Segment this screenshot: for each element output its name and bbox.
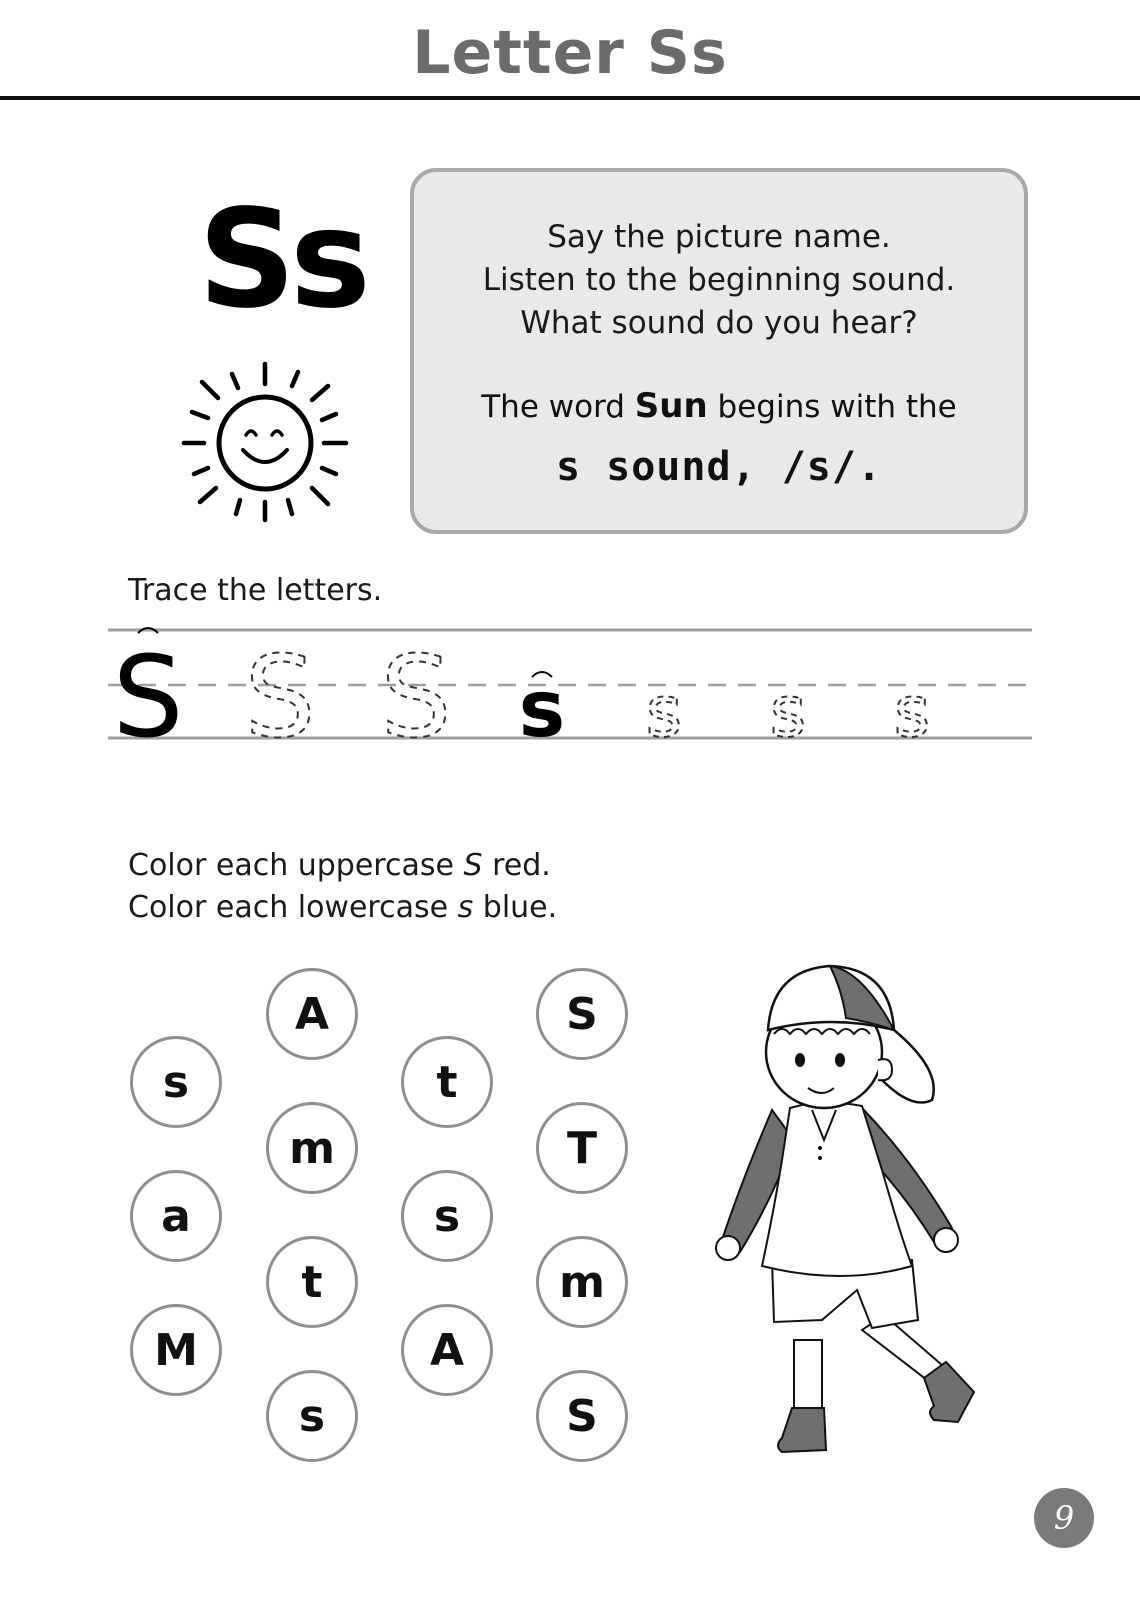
uppercase-trace-letter: S [244,633,316,755]
letter-circle[interactable]: t [401,1036,493,1128]
boy-with-cap-icon [712,960,1002,1480]
color-instruction [128,845,557,929]
keyword: Sun [634,386,708,426]
uppercase-trace-letter: S [380,633,452,755]
featured-letter: Ss [198,181,365,339]
title-divider [0,96,1140,100]
letter-circle[interactable]: m [266,1102,358,1194]
lowercase-trace-letter: s [769,671,807,753]
letter-circle[interactable]: a [130,1170,222,1262]
uppercase-model-letter: S [112,633,184,755]
page-number-badge: 9 [1034,1488,1094,1548]
lowercase-trace-letter: s [645,671,683,753]
instruction-letter: s [457,890,474,925]
letter-circle[interactable]: t [266,1236,358,1328]
instruction-text: red. [482,848,551,883]
lowercase-trace-letter: s [893,671,931,753]
letter-circle[interactable]: m [536,1236,628,1328]
instruction-text: Color each lowercase [128,890,458,925]
tracing-lines [108,625,1032,755]
sun-icon [180,358,350,528]
word-prefix: The word [481,389,635,425]
lowercase-trace-letters [646,671,930,753]
color-instruction-line-1 [128,845,557,887]
page-title: Letter Ss [412,18,728,88]
instruction-letter: S [463,848,483,883]
letter-circle[interactable]: M [130,1304,222,1396]
color-instruction-line-2 [128,887,557,929]
info-line: Say the picture name. [547,219,891,255]
instruction-text: blue. [473,890,558,925]
letter-circle[interactable]: s [266,1370,358,1462]
letter-circle[interactable]: S [536,968,628,1060]
lowercase-model-letter: s [518,665,566,755]
instruction-text: Color each uppercase [128,848,464,883]
trace-instruction: Trace the letters. [128,573,383,608]
word-suffix: begins with the [707,389,957,425]
instruction-box [410,168,1028,534]
sound-line: s sound, /s/. [555,444,883,490]
letter-circle[interactable]: T [536,1102,628,1194]
letter-circle[interactable]: A [401,1304,493,1396]
info-line: Listen to the beginning sound. [482,262,956,298]
letter-circle[interactable]: S [536,1370,628,1462]
letter-circle[interactable]: A [266,968,358,1060]
word-sentence [414,385,1024,429]
info-line: What sound do you hear? [520,305,918,341]
letter-circle[interactable]: s [401,1170,493,1262]
letter-circle[interactable]: s [130,1036,222,1128]
